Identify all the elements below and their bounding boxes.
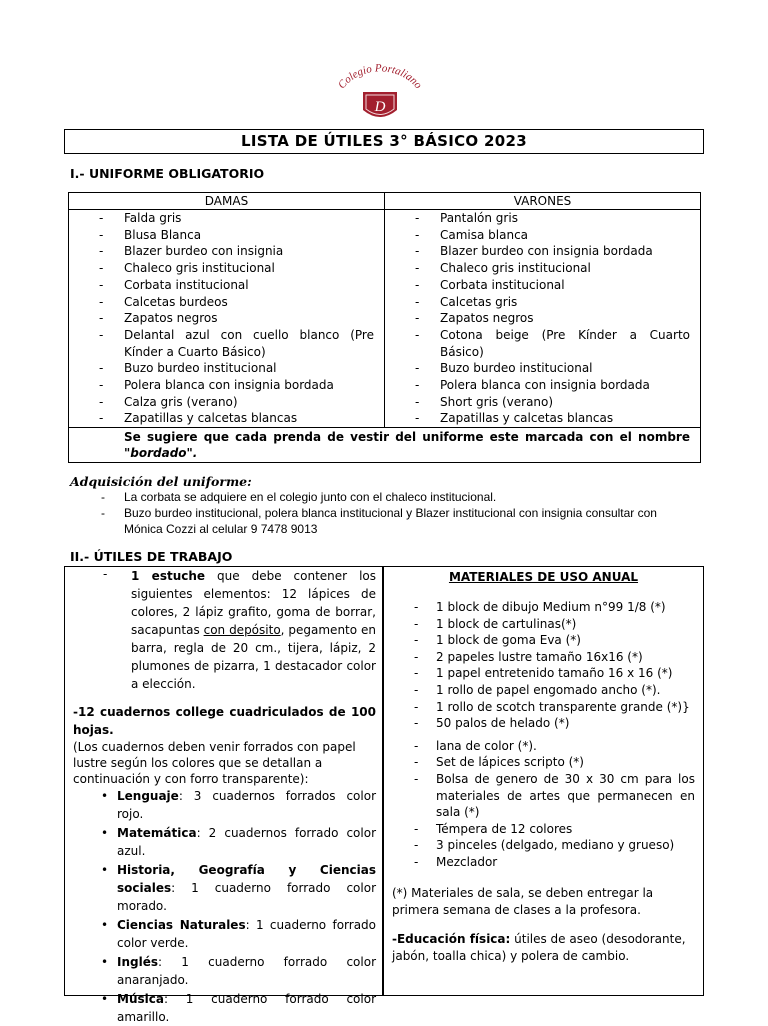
list-item: - Buzo burdeo institucional — [69, 360, 384, 377]
list-item: - Polera blanca con insignia bordada — [69, 377, 384, 394]
educacion-fisica: -Educación física: útiles de aseo (desodorante, jabón, toalla chica) y polera de cambio. — [392, 931, 686, 963]
list-item: - Calcetas gris — [385, 294, 700, 311]
list-item: - Polera blanca con insignia bordada — [385, 377, 700, 394]
list-item: - 1 rollo de papel engomado ancho (*). — [392, 682, 695, 699]
list-item: - Blazer burdeo con insignia bordada — [385, 243, 700, 260]
subject-item: • Inglés: 1 cuaderno forrado color anaranjado. — [73, 953, 376, 989]
list-item: - Blazer burdeo con insignia — [69, 243, 384, 260]
materiales-list-b — [392, 738, 695, 871]
col-damas-header: DAMAS — [69, 193, 385, 210]
list-item: - lana de color (*). — [392, 738, 695, 755]
list-item: - 3 pinceles (delgado, mediano y grueso) — [392, 837, 695, 854]
materiales-title: MATERIALES DE USO ANUAL — [448, 570, 639, 584]
list-item: - Calza gris (verano) — [69, 394, 384, 411]
damas-list — [69, 210, 384, 427]
list-item: - 1 block de goma Eva (*) — [392, 632, 695, 649]
logo-monogram: D — [374, 99, 386, 115]
subject-item: • Ciencias Naturales: 1 cuaderno forrado color verde. — [73, 916, 376, 952]
list-item: - 1 block de cartulinas(*) — [392, 616, 695, 633]
adquisicion-title: Adquisición del uniforme: — [70, 474, 252, 489]
list-item: - Buzo burdeo institucional, polera blanca institucional y Blazer institucional con insignia consultar con Mónica Cozzi al celular 9 7478 9013 — [70, 505, 690, 537]
list-item: - Chaleco gris institucional — [69, 260, 384, 277]
materiales-list-a — [392, 599, 695, 732]
list-item: - 50 palos de helado (*) — [392, 715, 695, 732]
list-item: - Témpera de 12 colores — [392, 821, 695, 838]
subject-item: • Matemática: 2 cuadernos forrado color azul. — [73, 824, 376, 860]
svg-text:Colegio Portaliano — [336, 62, 425, 91]
list-item: - La corbata se adquiere en el colegio junto con el chaleco institucional. — [70, 489, 690, 505]
list-item: - Zapatos negros — [69, 310, 384, 327]
page-title: LISTA DE ÚTILES 3° BÁSICO 2023 — [64, 129, 704, 154]
cuadernos-heading: -12 cuadernos college cuadriculados de 100 hojas. — [73, 705, 376, 737]
logo-text: Colegio Portaliano — [335, 62, 425, 92]
list-item: - Zapatillas y calcetas blancas — [69, 410, 384, 427]
school-logo — [325, 58, 435, 128]
list-item: - Short gris (verano) — [385, 394, 700, 411]
uniform-table — [68, 192, 701, 463]
cuadernos-note: (Los cuadernos deben venir forrados con papel lustre según los colores que se detallan a continuación y con forro transparente): — [73, 740, 356, 786]
list-item: - 1 rollo de scotch transparente grande (*)} — [392, 699, 695, 716]
subject-item: • Lenguaje: 3 cuadernos forrados color rojo. — [73, 787, 376, 823]
list-item: - Set de lápices scripto (*) — [392, 754, 695, 771]
list-item: - Buzo burdeo institucional — [385, 360, 700, 377]
list-item: - Calcetas burdeos — [69, 294, 384, 311]
list-item: - Bolsa de genero de 30 x 30 cm para los materiales de artes que permanecen en sala (*) — [392, 771, 695, 821]
adquisicion-list — [70, 489, 690, 537]
list-item: - Corbata institucional — [69, 277, 384, 294]
subject-item: • Historia, Geografía y Ciencias sociales: 1 cuaderno forrado color morado. — [73, 861, 376, 915]
list-item: - 1 block de dibujo Medium n°99 1/8 (*) — [392, 599, 695, 616]
col-varones-header: VARONES — [385, 193, 701, 210]
list-item: - Zapatos negros — [385, 310, 700, 327]
list-item: - Blusa Blanca — [69, 227, 384, 244]
estuche-item: - 1 estuche que debe contener los siguientes elementos: 12 lápices de colores, 2 lápiz grafito, goma de borrar, sacapuntas con depósito, pegamento en barra, regla de 20 cm., tijera, lápiz, 2 plumones de pizarra, 1 destacador color a elección. — [103, 567, 376, 691]
subject-item: • Música: 1 cuaderno forrado color amarillo. — [73, 990, 376, 1026]
list-item: - Cotona beige (Pre Kínder a Cuarto Básico) — [385, 327, 700, 360]
utiles-left-box — [64, 566, 383, 1024]
list-item: - Delantal azul con cuello blanco (Pre Kínder a Cuarto Básico) — [69, 327, 384, 360]
list-item: - Falda gris — [69, 210, 384, 227]
list-item: - 2 papeles lustre tamaño 16x16 (*) — [392, 649, 695, 666]
list-item: - Pantalón gris — [385, 210, 700, 227]
uniform-note: Se sugiere que cada prenda de vestir del uniforme este marcada con el nombre "bordado". — [69, 428, 701, 463]
section-uniform-heading: I.- UNIFORME OBLIGATORIO — [70, 166, 265, 181]
subjects-list — [73, 787, 376, 1026]
section-utiles-heading: II.- ÚTILES DE TRABAJO — [70, 549, 233, 564]
list-item: - Corbata institucional — [385, 277, 700, 294]
list-item: - Chaleco gris institucional — [385, 260, 700, 277]
varones-list — [385, 210, 700, 427]
list-item: - Zapatillas y calcetas blancas — [385, 410, 700, 427]
list-item: - Mezclador — [392, 854, 695, 871]
list-item: - 1 papel entretenido tamaño 16 x 16 (*) — [392, 665, 695, 682]
list-item: - Camisa blanca — [385, 227, 700, 244]
utiles-right-box — [383, 566, 704, 996]
materiales-note: (*) Materiales de sala, se deben entregar la primera semana de clases a la profesora. — [392, 885, 654, 917]
